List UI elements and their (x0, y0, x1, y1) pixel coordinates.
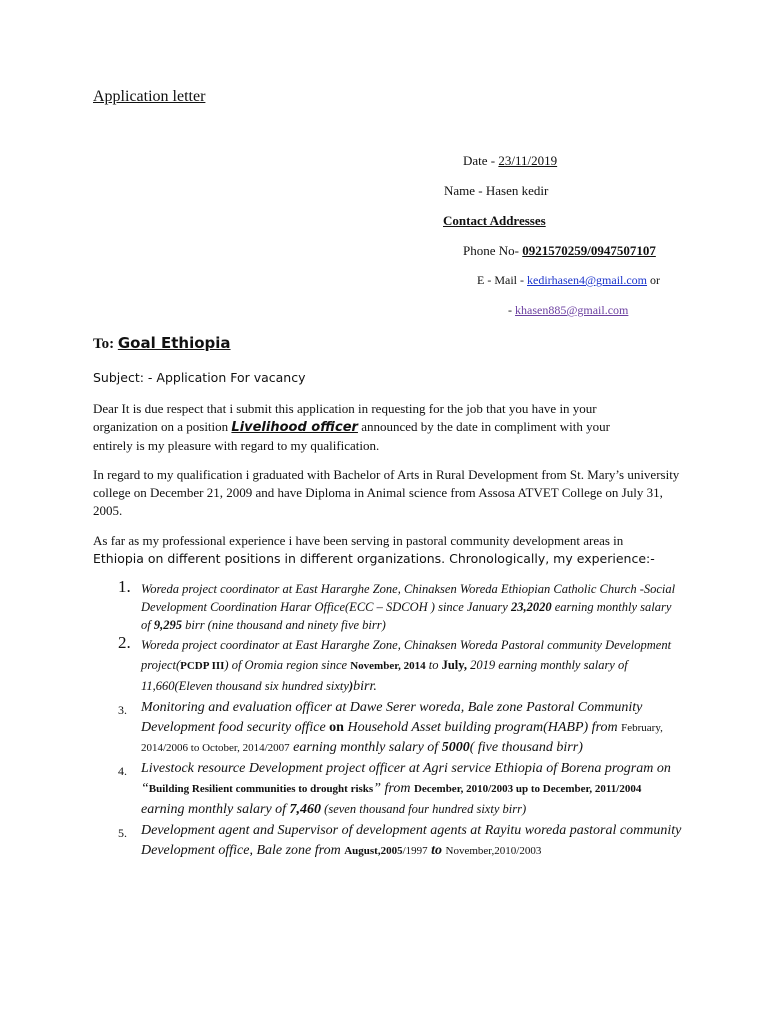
item-text: 2019 earning monthly salary of 11,660(Eleven thousand six hundred sixty (141, 658, 628, 693)
paragraph-qualification: In regard to my qualification i graduated with Bachelor of Arts in Rural Development from St. Mary’s university college on December 21, 2009 and have Diploma in Animal science from Assosa ATVET College on July 31, 2005. (93, 467, 680, 518)
list-item (93, 821, 683, 861)
item-date: August,2005 (344, 845, 403, 857)
intro-text-1: Dear It is due respect that i submit this application in requesting for the job that you have in your (93, 401, 597, 416)
item-text: Woreda project coordinator at East Hararghe Zone, Chinaksen Woreda Pastoral community Development project( (141, 638, 672, 672)
email-line-2 (508, 303, 628, 318)
email-dash: - (508, 303, 515, 317)
list-item (93, 635, 683, 697)
date-line (463, 153, 557, 169)
email-or: or (647, 273, 661, 287)
recipient-line (93, 334, 231, 353)
contact-heading: Contact Addresses (443, 213, 546, 228)
phone-value: 0921570259/0947507107 (522, 243, 656, 258)
item-text: Development agent and Supervisor of development agents at Rayitu woreda pastoral community Development office, Bale zone from (141, 823, 682, 858)
item-date: November, 2014 (350, 660, 426, 672)
item-text: to (425, 658, 442, 672)
list-number: 4. (118, 764, 127, 778)
list-number: 1. (118, 577, 131, 596)
item-text: earning monthly salary of (141, 600, 672, 632)
list-number: 2. (118, 633, 131, 652)
item-text: earning monthly salary of (141, 802, 290, 817)
item-date: July, (441, 658, 467, 672)
intro-text-4: entirely is my pleasure with regard to my qualification. (93, 438, 380, 453)
item-text: Monitoring and evaluation officer at Dawe Serer woreda, Bale zone Pastoral Community Development food security office (141, 700, 643, 735)
item-text: ( five thousand birr) (469, 740, 583, 755)
item-date: November,2010/2003 (445, 845, 542, 857)
item-program: Building Resilient communities to drought risks (148, 783, 374, 795)
item-text: Livestock resource Development project officer at Agri service Ethiopia of Borena program on “ (141, 761, 671, 796)
email-line (477, 273, 660, 288)
email-primary-link[interactable]: kedirhasen4@gmail.com (527, 273, 648, 287)
date-value: 23/11/2019 (498, 153, 558, 168)
item-text: earning monthly salary of (289, 740, 442, 755)
list-number: 5. (118, 826, 127, 840)
item-date: February, 2014/2006 to October, 2014/2007 (141, 722, 663, 754)
intro-text-3: announced by the date in compliment with your (357, 419, 610, 434)
document-title: Application letter (93, 88, 206, 105)
item-text: ) of Oromia region since (224, 658, 351, 672)
item-salary: 5000 (441, 740, 470, 755)
phone-line (463, 243, 656, 259)
item-date: /1997 (402, 845, 428, 857)
experience-list (93, 577, 683, 862)
list-item (93, 698, 683, 758)
item-text: birr. (353, 679, 377, 694)
item-text: birr (nine thousand and ninety five birr) (181, 618, 386, 632)
item-salary: 7,460 (289, 802, 322, 817)
name-value: Hasen kedir (485, 183, 549, 198)
experience-intro-2: Ethiopia on different positions in different organizations. Chronologically, my experience:- (93, 551, 655, 566)
paragraph-intro (93, 400, 683, 455)
item-date: 23,2020 (510, 600, 552, 614)
item-text: on (329, 720, 344, 735)
name-line (444, 183, 548, 199)
paragraph-experience-intro (93, 532, 683, 568)
email-label: E - Mail - (477, 273, 527, 287)
item-text: Household Asset building program(HABP) from (343, 720, 622, 735)
item-text: to (427, 843, 446, 858)
item-text: (seven thousand four hundred sixty birr) (321, 802, 527, 816)
item-salary: 9,295 (153, 618, 182, 632)
list-number: 3. (118, 703, 127, 717)
item-date: December, 2010/2003 up to December, 2011/2004 (413, 783, 642, 795)
item-project: PCDP III (180, 660, 225, 672)
list-item (93, 577, 683, 634)
item-text: ) (348, 679, 354, 693)
experience-intro-1: As far as my professional experience i have been serving in pastoral community development areas in (93, 533, 624, 548)
email-secondary-link[interactable]: khasen885@gmail.com (515, 303, 629, 317)
intro-text-2: organization on a position (93, 419, 232, 434)
phone-label: Phone No- (463, 243, 523, 258)
name-label: Name - (444, 183, 486, 198)
list-item (93, 759, 683, 820)
subject-line: Subject: - Application For vacancy (93, 370, 306, 385)
item-text: ” from (373, 781, 414, 796)
item-text: Woreda project coordinator at East Hararghe Zone, Chinaksen Woreda Ethiopian Catholic Church -Social Development Coordination Harar Office(ECC – SDCOH ) since January (141, 582, 676, 614)
to-label: To: (93, 336, 118, 352)
recipient-organization: Goal Ethiopia (117, 334, 231, 352)
date-label: Date - (463, 153, 499, 168)
position-title: Livelihood officer (231, 420, 358, 435)
